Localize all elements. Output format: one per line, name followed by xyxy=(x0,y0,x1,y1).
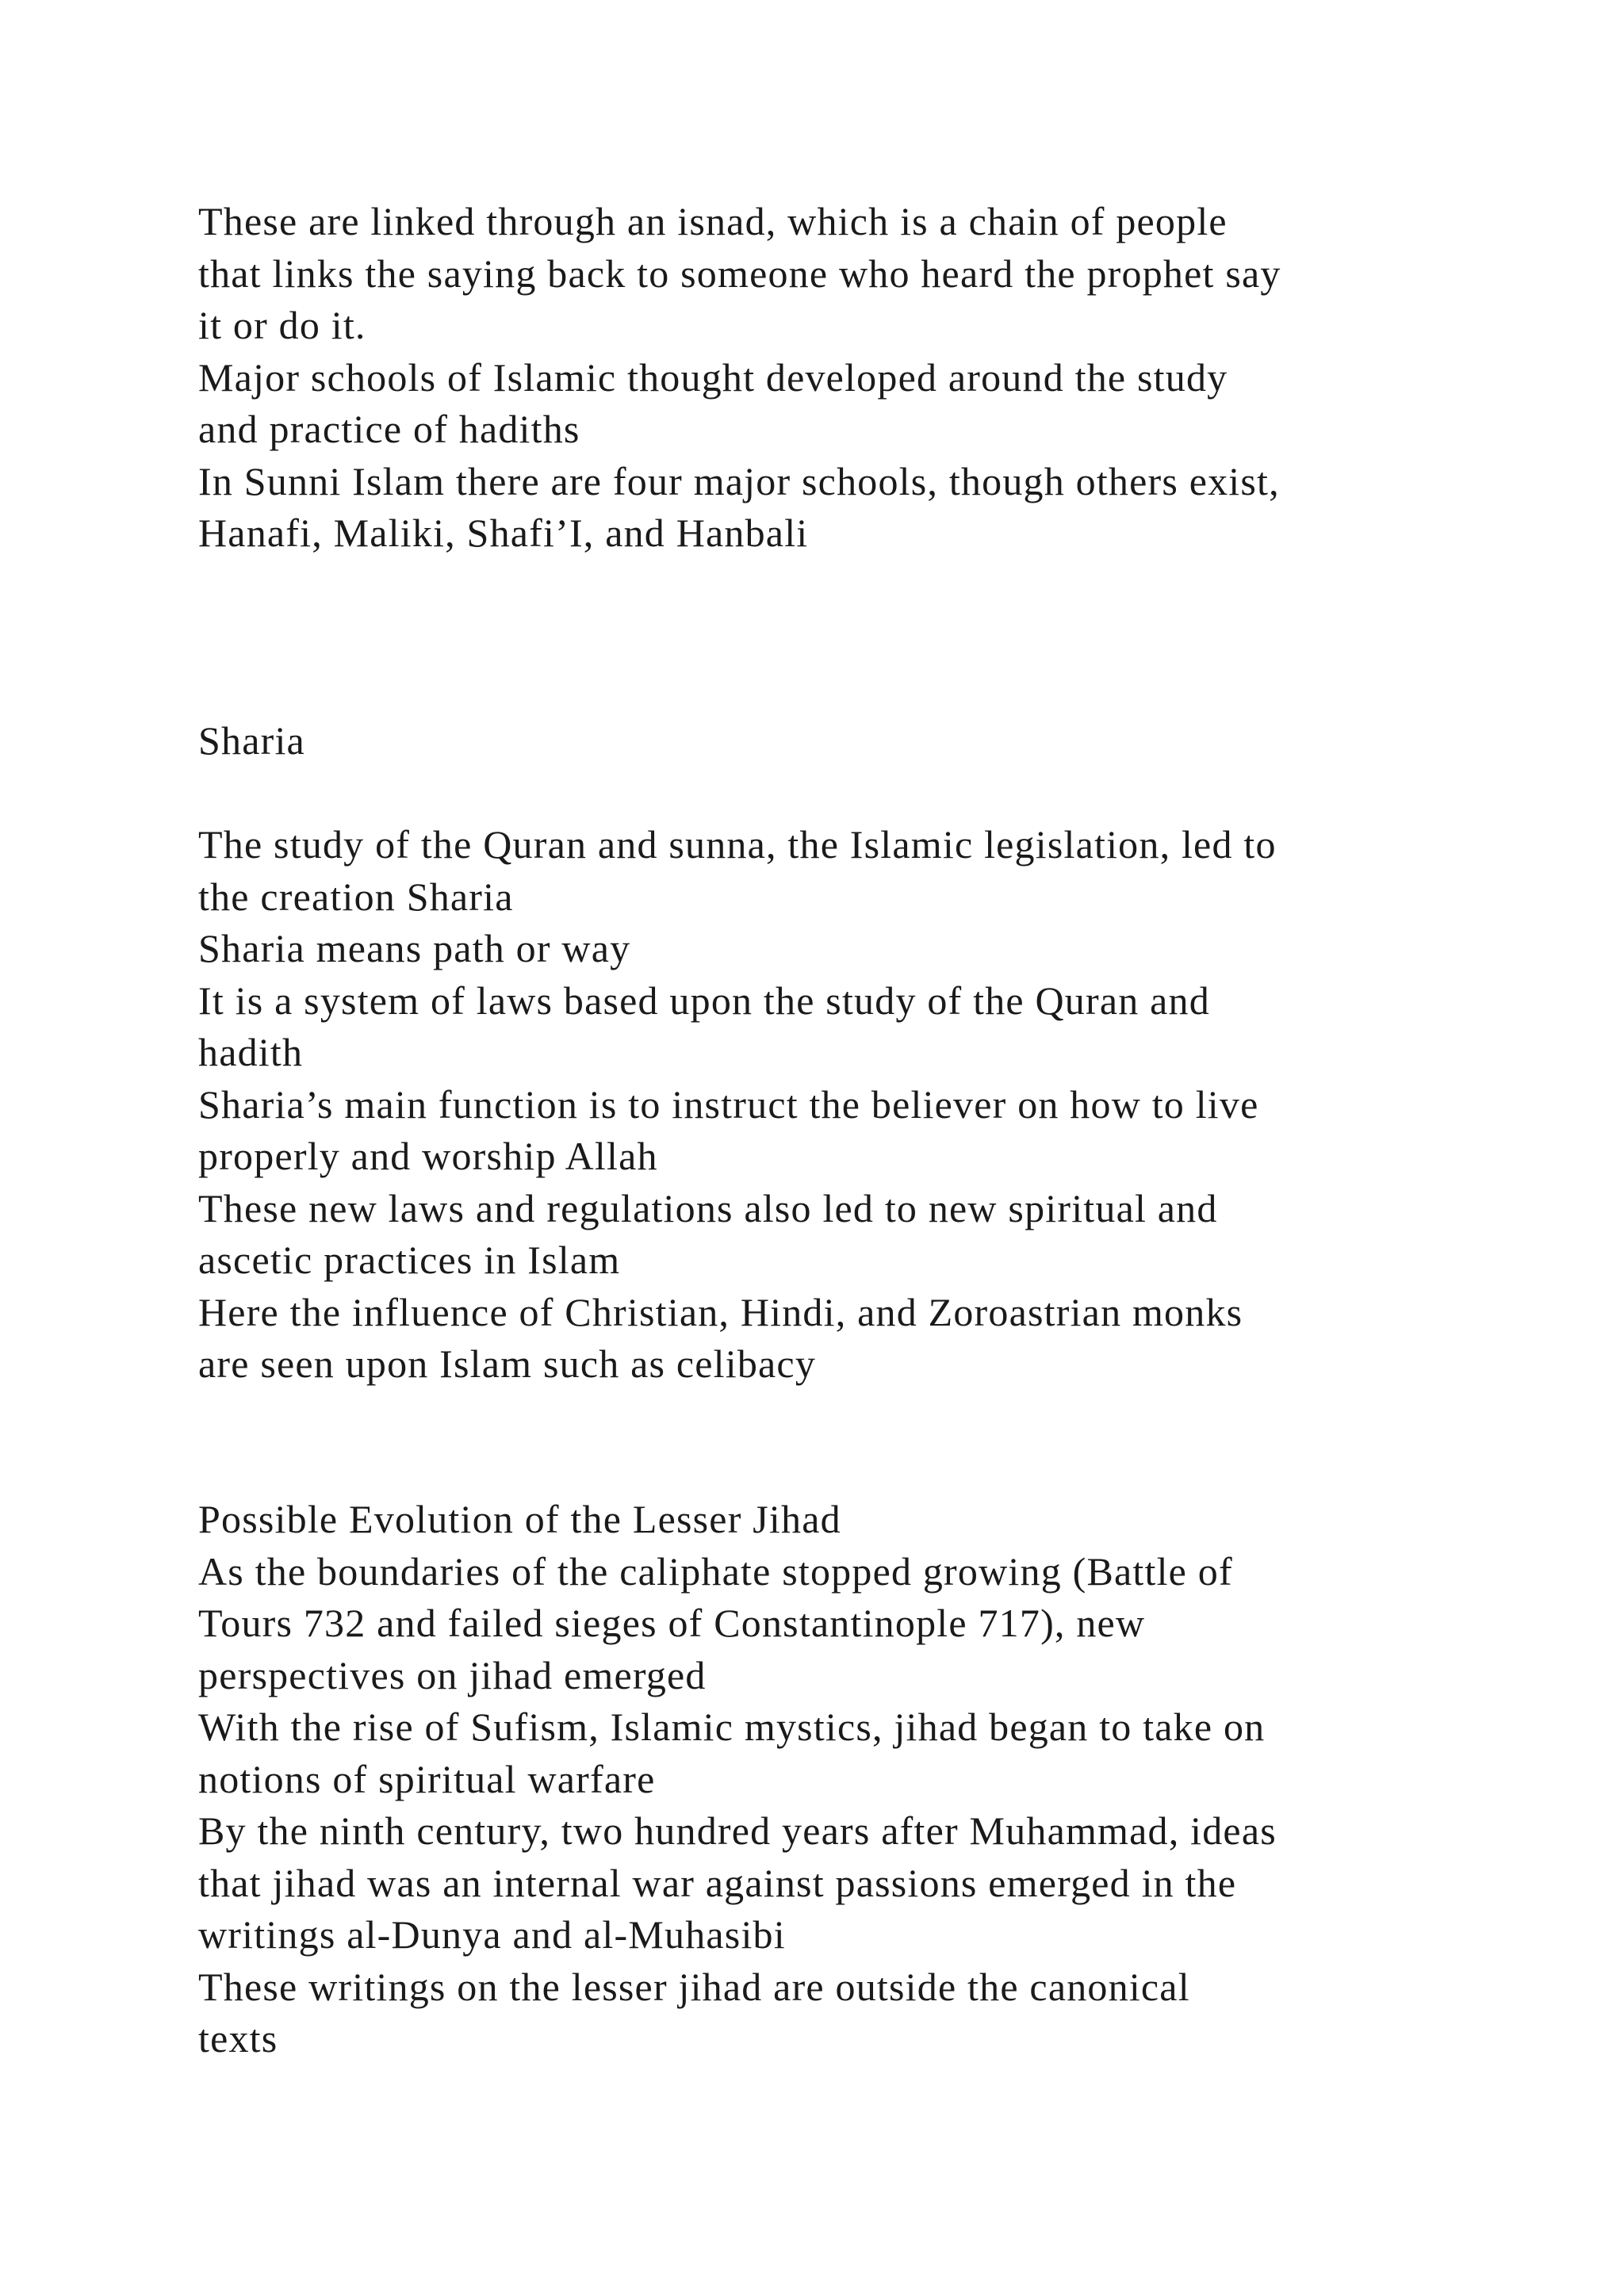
text-line: writings al-Dunya and al-Muhasibi xyxy=(198,1912,786,1957)
section-heading-sharia: Sharia xyxy=(198,718,305,763)
text-line: perspectives on jihad emerged xyxy=(198,1652,707,1697)
text-line: In Sunni Islam there are four major schools, though others exist, xyxy=(198,458,1280,503)
text-line: Hanafi, Maliki, Shafi’I, and Hanbali xyxy=(198,511,809,555)
text-line: that jihad was an internal war against passions emerged in the xyxy=(198,1860,1237,1905)
text-line: Sharia means path or way xyxy=(198,926,631,970)
sharia-heading-block xyxy=(198,715,1507,767)
text-line: These new laws and regulations also led to new spiritual and xyxy=(198,1185,1218,1230)
text-line: texts xyxy=(198,2016,278,2061)
text-line: the creation Sharia xyxy=(198,874,514,919)
text-line: hadith xyxy=(198,1030,304,1074)
text-line: Tours 732 and failed sieges of Constantinople 717), new xyxy=(198,1601,1146,1645)
sharia-paragraph xyxy=(198,819,1507,1391)
intro-paragraph xyxy=(198,196,1507,560)
text-line: As the boundaries of the caliphate stopped growing (Battle of xyxy=(198,1548,1233,1594)
jihad-paragraph xyxy=(198,1494,1507,2065)
text-line: ascetic practices in Islam xyxy=(198,1238,621,1282)
text-line: These writings on the lesser jihad are outside the canonical xyxy=(198,1964,1190,2009)
text-line: and practice of hadiths xyxy=(198,407,580,451)
text-line: These are linked through an isnad, which is a chain of people xyxy=(198,199,1228,243)
text-line: properly and worship Allah xyxy=(198,1134,658,1178)
text-line: Major schools of Islamic thought developed around the study xyxy=(198,354,1228,400)
text-line: it or do it. xyxy=(198,303,366,347)
text-line: It is a system of laws based upon the study of the Quran and xyxy=(198,978,1210,1023)
section-heading-jihad: Possible Evolution of the Lesser Jihad xyxy=(198,1497,841,1541)
text-line: notions of spiritual warfare xyxy=(198,1756,656,1801)
text-line: With the rise of Sufism, Islamic mystics, jihad began to take on xyxy=(198,1705,1266,1749)
text-line: By the ninth century, two hundred years after Muhammad, ideas xyxy=(198,1808,1277,1853)
text-line: Sharia’s main function is to instruct the believer on how to live xyxy=(198,1081,1259,1127)
text-line: Here the influence of Christian, Hindi, and Zoroastrian monks xyxy=(198,1289,1243,1334)
text-line: The study of the Quran and sunna, the Islamic legislation, led to xyxy=(198,822,1277,867)
text-line: that links the saying back to someone who heard the prophet say xyxy=(198,251,1281,296)
text-line: are seen upon Islam such as celibacy xyxy=(198,1341,817,1386)
